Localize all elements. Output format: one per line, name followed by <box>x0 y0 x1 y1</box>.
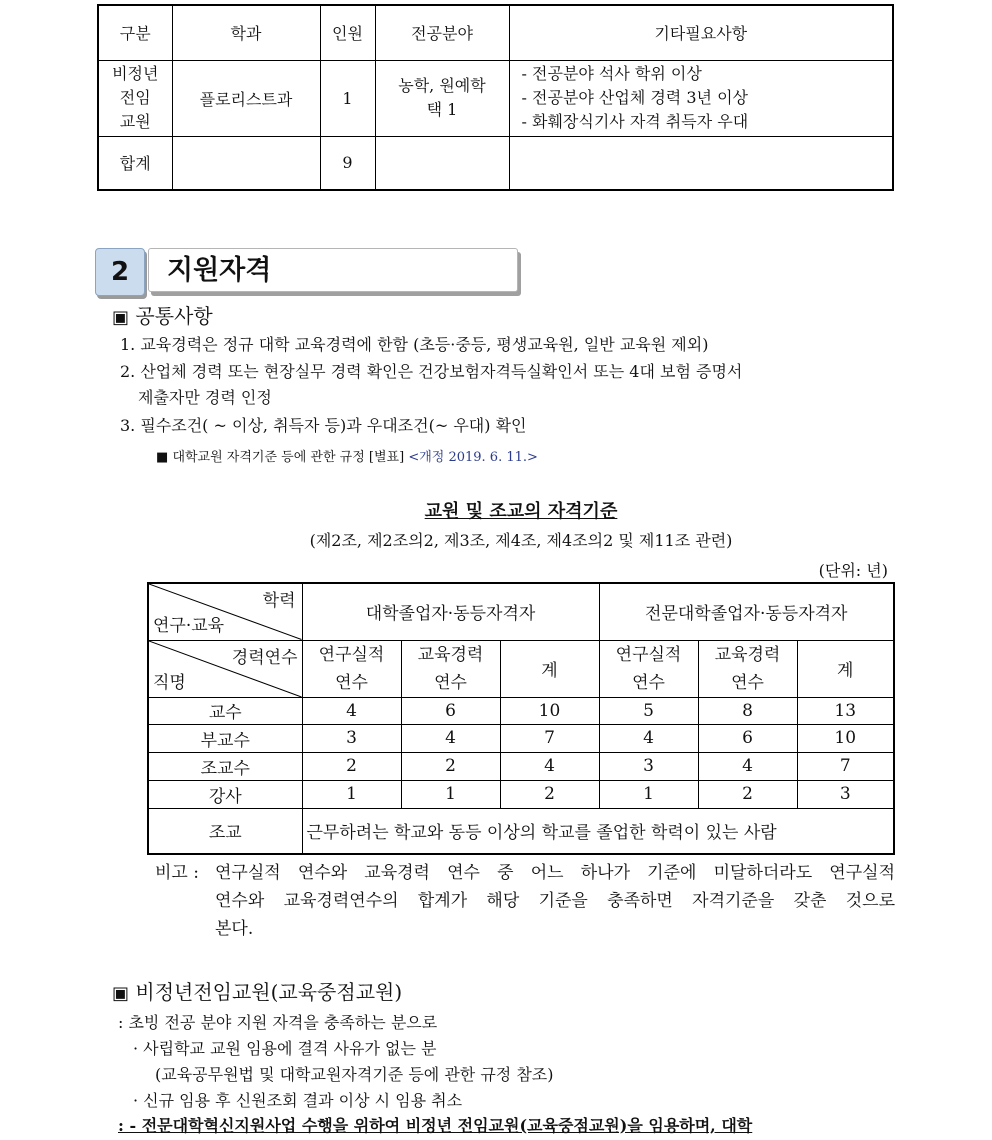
sub-header: 계 <box>797 640 894 697</box>
corner-label-years: 경력연수 <box>231 647 298 668</box>
sub-header-line: 연구실적 <box>318 644 385 665</box>
table-header-row <box>98 5 893 60</box>
box-bullet-icon: ▣ <box>112 983 130 1004</box>
total-row <box>98 136 893 190</box>
value-cell: 3 <box>797 780 894 808</box>
empty-cell <box>375 136 509 190</box>
type-line: 비정년 <box>112 64 159 83</box>
position-cell: 부교수 <box>148 724 302 752</box>
unit-label: (단위: 년) <box>818 561 888 580</box>
common-heading-text: 공통사항 <box>135 304 213 328</box>
sub-header <box>401 640 500 697</box>
corner-cell-bottom <box>148 640 302 697</box>
position-cell: 교수 <box>148 697 302 724</box>
qual-title: 교원 및 조교의 자격기준 <box>424 501 618 522</box>
type-cell <box>98 60 172 136</box>
square-bullet-icon: ■ <box>156 450 169 465</box>
remark-line: 본다. <box>215 919 254 939</box>
nontenure-line-emphasis: : - 전문대학혁신지원사업 수행을 위하여 비정년 전임교원(교육중점교원)을 임용하며, 대학 <box>118 1116 753 1135</box>
header-cell: 학과 <box>172 5 320 60</box>
nontenure-heading <box>112 976 402 1005</box>
sub-header-line: 교육경력 <box>714 644 781 665</box>
note-text: 대학교원 자격기준 등에 관한 규정 [별표] <box>172 450 405 465</box>
sub-header <box>302 640 401 697</box>
count-cell: 1 <box>320 60 375 136</box>
revision-date: <개정 2019. 6. 11.> <box>408 450 538 465</box>
value-cell: 4 <box>698 752 797 780</box>
value-cell: 3 <box>302 724 401 752</box>
value-cell: 13 <box>797 697 894 724</box>
corner-label-position: 직명 <box>153 672 186 693</box>
common-item: 제출자만 경력 인정 <box>138 388 272 407</box>
position-cell: 조교수 <box>148 752 302 780</box>
sub-header-line: 연수 <box>731 672 764 693</box>
field-line: 농학, 원예학 <box>398 76 486 95</box>
sub-header <box>698 640 797 697</box>
type-line: 교원 <box>119 112 151 131</box>
assistant-desc: 근무하려는 학교와 동등 이상의 학교를 졸업한 학력이 있는 사람 <box>302 808 894 854</box>
value-cell: 3 <box>599 752 698 780</box>
table-row <box>148 697 894 724</box>
table-row <box>148 752 894 780</box>
sub-header-row <box>148 640 894 697</box>
table-row <box>148 780 894 808</box>
field-cell <box>375 60 509 136</box>
value-cell: 5 <box>599 697 698 724</box>
sub-header <box>599 640 698 697</box>
nontenure-line: · 신규 임용 후 신원조회 결과 이상 시 임용 취소 <box>133 1091 463 1110</box>
requirement: - 화훼장식기사 자격 취득자 우대 <box>521 112 749 131</box>
value-cell: 6 <box>698 724 797 752</box>
value-cell: 4 <box>302 697 401 724</box>
sub-header-line: 연수 <box>632 672 665 693</box>
position-cell: 조교 <box>148 808 302 854</box>
remark-label: 비고 : <box>155 863 199 883</box>
value-cell: 6 <box>401 697 500 724</box>
field-line: 택 1 <box>426 100 458 119</box>
header-cell: 기타필요사항 <box>509 5 893 60</box>
table-row <box>148 724 894 752</box>
group-header: 대학졸업자·동등자격자 <box>302 583 599 640</box>
common-item: 3. 필수조건( ~ 이상, 취득자 등)과 우대조건(~ 우대) 확인 <box>120 416 527 435</box>
header-cell: 구분 <box>98 5 172 60</box>
dept-cell: 플로리스트과 <box>172 60 320 136</box>
value-cell: 7 <box>797 752 894 780</box>
sub-header-line: 연수 <box>434 672 467 693</box>
position-cell: 강사 <box>148 780 302 808</box>
type-line: 전임 <box>119 88 151 107</box>
group-header-row <box>148 583 894 640</box>
regulation-note <box>156 446 538 465</box>
requirements-cell <box>509 60 893 136</box>
qual-subtitle: (제2조, 제2조의2, 제3조, 제4조, 제4조의2 및 제11조 관련) <box>309 531 733 550</box>
value-cell: 4 <box>500 752 599 780</box>
value-cell: 4 <box>401 724 500 752</box>
nontenure-line: : 초빙 전공 분야 지원 자격을 충족하는 분으로 <box>118 1013 438 1032</box>
value-cell: 1 <box>599 780 698 808</box>
value-cell: 8 <box>698 697 797 724</box>
group-header: 전문대학졸업자·동등자격자 <box>599 583 894 640</box>
value-cell: 1 <box>302 780 401 808</box>
section-title: 지원자격 <box>148 248 518 292</box>
table-row <box>98 60 893 136</box>
value-cell: 1 <box>401 780 500 808</box>
value-cell: 2 <box>500 780 599 808</box>
common-heading <box>112 300 213 329</box>
value-cell: 2 <box>302 752 401 780</box>
assistant-row <box>148 808 894 854</box>
value-cell: 10 <box>797 724 894 752</box>
qualification-table <box>147 582 895 855</box>
value-cell: 4 <box>599 724 698 752</box>
recruitment-table <box>97 4 894 191</box>
sub-header-line: 연수 <box>335 672 368 693</box>
value-cell: 2 <box>698 780 797 808</box>
total-count: 9 <box>320 136 375 190</box>
corner-cell-top <box>148 583 302 640</box>
box-bullet-icon: ▣ <box>112 307 130 328</box>
section-number: 2 <box>95 248 145 296</box>
common-item: 2. 산업체 경력 또는 현장실무 경력 확인은 건강보험자격득실확인서 또는 4대 보험 증명서 <box>120 362 743 381</box>
common-item: 1. 교육경력은 정규 대학 교육경력에 한함 (초등·중등, 평생교육원, 일반 교육원 제외) <box>120 335 709 354</box>
corner-label-education: 학력 <box>262 591 296 611</box>
requirement: - 전공분야 산업체 경력 3년 이상 <box>521 88 748 107</box>
total-label: 합계 <box>98 136 172 190</box>
remark-line: 연구실적 연수와 교육경력 연수 중 어느 하나가 기준에 미달하더라도 연구실적 <box>215 863 895 883</box>
header-cell: 인원 <box>320 5 375 60</box>
sub-header-line: 연구실적 <box>615 644 682 665</box>
corner-label-career: 연구·교육 <box>153 615 225 636</box>
value-cell: 2 <box>401 752 500 780</box>
empty-cell <box>172 136 320 190</box>
header-cell: 전공분야 <box>375 5 509 60</box>
nontenure-heading-text: 비정년전임교원(교육중점교원) <box>135 980 403 1004</box>
nontenure-line: (교육공무원법 및 대학교원자격기준 등에 관한 규정 참조) <box>155 1065 554 1084</box>
sub-header-line: 교육경력 <box>417 644 484 665</box>
empty-cell <box>509 136 893 190</box>
sub-header: 계 <box>500 640 599 697</box>
value-cell: 10 <box>500 697 599 724</box>
remark-line: 연수와 교육경력연수의 합계가 해당 기준을 충족하면 자격기준을 갖춘 것으로 <box>215 891 895 911</box>
value-cell: 7 <box>500 724 599 752</box>
nontenure-line: · 사립학교 교원 임용에 결격 사유가 없는 분 <box>133 1039 437 1058</box>
requirement: - 전공분야 석사 학위 이상 <box>521 64 702 83</box>
